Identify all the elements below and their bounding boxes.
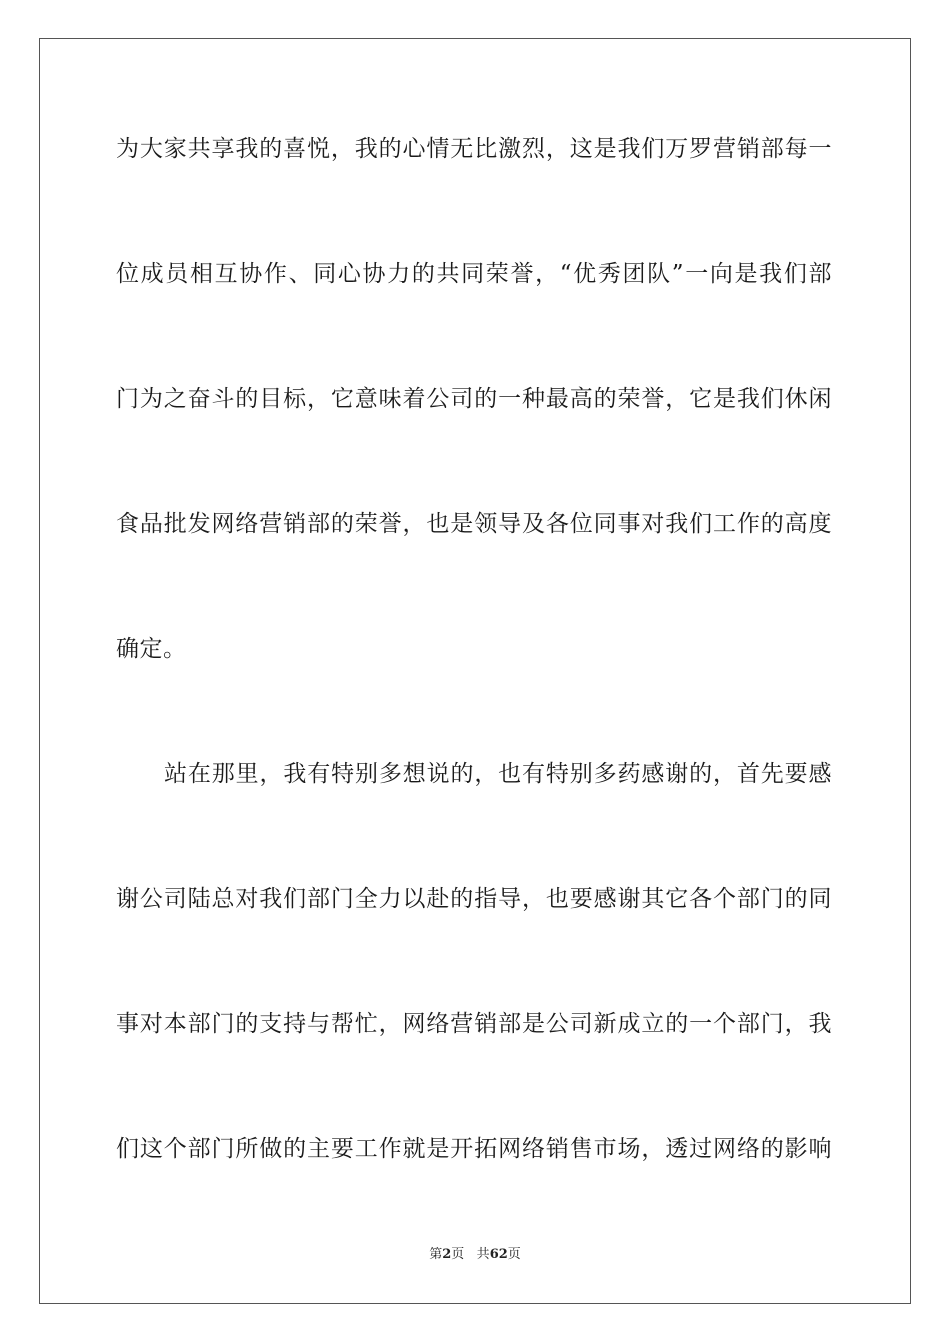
- paragraph-1-line-2: 位成员相互协作、同心协力的共同荣誉，“优秀团队”一向是我们部: [116, 261, 832, 287]
- paragraph-2-line-3: 事对本部门的支持与帮忙，网络营销部是公司新成立的一个部门，我: [116, 1011, 832, 1037]
- paragraph-1-line-1: 为大家共享我的喜悦，我的心情无比激烈，这是我们万罗营销部每一: [116, 136, 832, 162]
- page-border: [39, 38, 911, 1304]
- footer-page-suffix: 页: [451, 1247, 465, 1262]
- page-footer: [0, 1246, 950, 1264]
- footer-page-number: 2: [442, 1247, 452, 1262]
- footer-total-prefix: 共: [476, 1247, 490, 1262]
- footer-page-prefix: 第: [429, 1247, 443, 1262]
- paragraph-1-line-3: 门为之奋斗的目标，它意味着公司的一种最高的荣誉，它是我们休闲: [116, 386, 832, 412]
- paragraph-1-line-5: 确定。: [116, 636, 187, 662]
- paragraph-2-line-4: 们这个部门所做的主要工作就是开拓网络销售市场，透过网络的影响: [116, 1136, 832, 1162]
- paragraph-2-line-2: 谢公司陆总对我们部门全力以赴的指导，也要感谢其它各个部门的同: [116, 886, 832, 912]
- footer-total-pages: 62: [489, 1247, 508, 1262]
- footer-total-suffix: 页: [507, 1247, 521, 1262]
- paragraph-1-line-4: 食品批发网络营销部的荣誉，也是领导及各位同事对我们工作的高度: [116, 511, 832, 537]
- paragraph-2-line-1: 站在那里，我有特别多想说的，也有特别多药感谢的，首先要感: [164, 761, 832, 787]
